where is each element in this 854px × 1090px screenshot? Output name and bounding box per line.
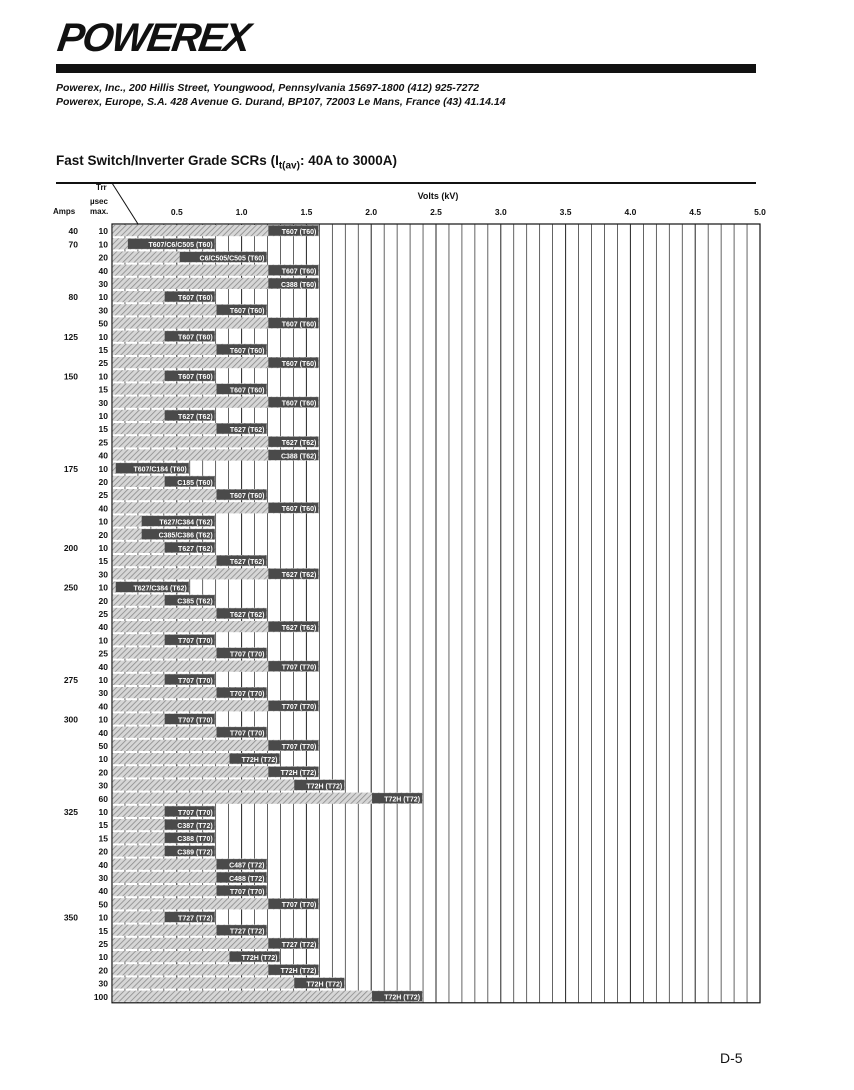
trr-value: 40 xyxy=(98,450,108,461)
x-tick-label: 0.5 xyxy=(170,207,183,217)
bar-label: C487 (T72) xyxy=(229,862,265,870)
bar-label: T727 (T72) xyxy=(229,928,265,936)
trr-value: 30 xyxy=(98,873,108,883)
bar-label: T607 (T60) xyxy=(229,387,265,395)
trr-value: 20 xyxy=(98,846,108,857)
bar-label: C488 (T72) xyxy=(229,875,265,883)
trr-value: 25 xyxy=(98,939,108,949)
bar-label: T72H (T72) xyxy=(241,757,278,764)
trr-column-label: Trr xyxy=(96,183,107,192)
trr-value: 10 xyxy=(98,912,108,923)
trr-value: 10 xyxy=(98,635,108,646)
trr-value: 30 xyxy=(98,569,108,580)
bar-label: T72H (T72) xyxy=(384,796,421,804)
amps-value: 350 xyxy=(63,912,78,923)
trr-value: 20 xyxy=(98,767,108,778)
trr-value: 50 xyxy=(98,318,108,329)
trr-value: 10 xyxy=(98,371,108,382)
page-number: D-5 xyxy=(720,1050,743,1066)
amps-value: 300 xyxy=(63,714,78,725)
bar-label: T627 (T62) xyxy=(281,440,317,448)
trr-value: 40 xyxy=(98,503,108,514)
trr-value: 10 xyxy=(98,754,108,765)
trr-value: 30 xyxy=(98,978,108,989)
bar-label: C6/C505/C505 (T60) xyxy=(199,255,265,263)
bar-label: T627/C384 (T62) xyxy=(159,519,213,527)
bar-label: T607/C6/C505 (T60) xyxy=(148,242,213,250)
title-subscript: t(av) xyxy=(278,160,300,172)
title-prefix: Fast Switch/Inverter Grade SCRs (I xyxy=(56,153,279,168)
bar-label: C388 (T70) xyxy=(177,836,213,844)
bar-label: T607 (T60) xyxy=(229,347,265,355)
trr-value: 10 xyxy=(98,516,108,527)
amps-value: 80 xyxy=(68,292,78,303)
trr-value: 30 xyxy=(98,397,108,408)
bar-label: C385 (T62) xyxy=(177,598,213,606)
bar-label: T707 (T70) xyxy=(178,638,213,646)
x-tick-label: 3.5 xyxy=(559,207,572,217)
bar-label: T72H (T72) xyxy=(241,955,278,962)
bar-label: T607/C184 (T60) xyxy=(133,466,187,474)
bar-label: C389 (T72) xyxy=(177,849,213,857)
bar-label: T707 (T70) xyxy=(281,902,317,910)
trr-value: 10 xyxy=(98,675,108,685)
bar-label: C185 (T60) xyxy=(177,479,213,487)
bar-label: T707 (T70) xyxy=(229,730,265,738)
amps-value: 175 xyxy=(63,463,78,474)
bar-label: C388 (T60) xyxy=(280,281,317,289)
x-tick-label: 1.5 xyxy=(300,207,313,217)
x-axis-title: Volts (kV) xyxy=(417,191,459,201)
bar-label: T607 (T60) xyxy=(281,506,317,514)
address-europe: Powerex, Europe, S.A. 428 Avenue G. Durand, BP107, 72003 Le Mans, France (43) 41.14.14 xyxy=(56,96,506,108)
amps-value: 40 xyxy=(68,226,78,237)
trr-value: 10 xyxy=(98,543,108,553)
trr-value: 10 xyxy=(98,239,108,250)
trr-value: 40 xyxy=(98,622,108,633)
bar-label: T727 (T72) xyxy=(281,941,317,949)
trr-max-label: max. xyxy=(90,207,109,216)
x-tick-label: 4.0 xyxy=(624,207,637,217)
bar-label: T72H (T72) xyxy=(280,968,317,976)
trr-value: 40 xyxy=(98,859,108,870)
bar-label: T707 (T70) xyxy=(178,677,213,685)
trr-value: 20 xyxy=(98,595,108,606)
trr-value: 40 xyxy=(98,727,108,738)
bar-label: T607 (T60) xyxy=(281,268,317,276)
trr-value: 30 xyxy=(98,780,108,791)
amps-value: 275 xyxy=(63,675,78,685)
bar-label: T627/C384 (T62) xyxy=(133,585,187,593)
bar-label: T627 (T62) xyxy=(229,427,265,434)
trr-value: 10 xyxy=(98,714,108,725)
bar-label: T72H (T72) xyxy=(384,994,421,1002)
bar-label: T627 (T62) xyxy=(229,611,265,619)
bar-label: T707 (T70) xyxy=(178,809,213,817)
bar-label: T627 (T62) xyxy=(178,545,213,553)
x-tick-label: 3.0 xyxy=(494,207,507,217)
x-tick-label: 1.0 xyxy=(235,207,248,217)
bar-label: T607 (T60) xyxy=(281,229,317,236)
trr-value: 15 xyxy=(98,820,108,831)
bar-label: T607 (T60) xyxy=(281,321,317,329)
x-tick-label: 2.0 xyxy=(365,207,378,217)
amps-value: 70 xyxy=(68,239,78,250)
trr-value: 10 xyxy=(98,292,108,303)
amps-value: 325 xyxy=(63,807,78,817)
trr-value: 30 xyxy=(98,279,108,289)
trr-unit-label: µsec xyxy=(90,197,108,206)
trr-value: 25 xyxy=(98,437,108,448)
bar-label: T607 (T60) xyxy=(178,374,213,382)
bar-label: T627 (T62) xyxy=(281,625,317,632)
bar-label: T707 (T70) xyxy=(229,651,265,659)
bar-label: C387 (T72) xyxy=(177,823,213,830)
bar-label: C385/C386 (T62) xyxy=(158,532,213,540)
trr-value: 25 xyxy=(98,609,108,619)
trr-value: 25 xyxy=(98,490,108,501)
trr-value: 10 xyxy=(98,463,108,474)
bar-label: T72H (T72) xyxy=(306,981,343,989)
bar-label: T627 (T62) xyxy=(281,572,317,580)
trr-value: 60 xyxy=(98,793,108,804)
trr-value: 30 xyxy=(98,305,108,316)
bar-label: T72H (T72) xyxy=(306,783,343,791)
bar-label: T707 (T70) xyxy=(281,704,317,712)
bar-label: T607 (T60) xyxy=(229,493,265,500)
trr-value: 30 xyxy=(98,688,108,699)
trr-value: 40 xyxy=(98,265,108,276)
trr-value: 20 xyxy=(98,529,108,540)
trr-value: 40 xyxy=(98,701,108,712)
powerex-logo: POWEREX xyxy=(54,16,252,60)
bar-label: T707 (T70) xyxy=(229,889,265,896)
amps-value: 250 xyxy=(63,582,78,593)
bar-label: T607 (T60) xyxy=(281,400,317,408)
trr-value: 10 xyxy=(98,226,108,237)
trr-value: 15 xyxy=(98,345,108,355)
bar-label: T727 (T72) xyxy=(178,915,213,923)
trr-value: 25 xyxy=(98,358,108,369)
trr-value: 15 xyxy=(98,925,108,936)
trr-value: 15 xyxy=(98,556,108,567)
bar-label: T72H (T72) xyxy=(280,770,317,778)
trr-value: 50 xyxy=(98,899,108,910)
amps-value: 125 xyxy=(63,331,78,342)
bar-label: T627 (T62) xyxy=(178,413,213,421)
trr-value: 10 xyxy=(98,807,108,817)
trr-value: 10 xyxy=(98,582,108,593)
trr-value: 20 xyxy=(98,252,108,263)
header-diagonal xyxy=(112,183,138,224)
trr-value: 15 xyxy=(98,384,108,395)
bar-label: T607 (T60) xyxy=(281,361,317,368)
address-us: Powerex, Inc., 200 Hillis Street, Youngwood, Pennsylvania 15697-1800 (412) 925-7272 xyxy=(56,82,480,94)
trr-value: 20 xyxy=(98,965,108,976)
trr-value: 20 xyxy=(98,477,108,487)
bar-label: C388 (T62) xyxy=(280,453,317,461)
trr-value: 50 xyxy=(98,741,108,751)
x-tick-label: 2.5 xyxy=(430,207,442,217)
bar-label: T707 (T70) xyxy=(281,743,317,751)
trr-value: 10 xyxy=(98,331,108,342)
bar-label: T707 (T70) xyxy=(281,664,317,672)
amps-value: 150 xyxy=(63,371,78,382)
bar-label: T707 (T70) xyxy=(229,691,265,698)
trr-value: 25 xyxy=(98,648,108,659)
title-suffix: : 40A to 3000A) xyxy=(299,153,397,168)
bar-label: T607 (T60) xyxy=(178,334,213,342)
trr-value: 15 xyxy=(98,833,108,844)
x-tick-label: 5.0 xyxy=(754,207,766,217)
x-tick-label: 4.5 xyxy=(689,207,702,217)
trr-value: 10 xyxy=(98,952,108,963)
trr-value: 15 xyxy=(98,424,108,435)
bar-label: T607 (T60) xyxy=(229,308,265,316)
trr-value: 10 xyxy=(98,411,108,421)
trr-value: 40 xyxy=(98,661,108,672)
bar-label: T607 (T60) xyxy=(178,295,213,302)
bar-label: T707 (T70) xyxy=(178,717,213,725)
amps-column-label: Amps xyxy=(53,207,76,216)
trr-value: 40 xyxy=(98,886,108,897)
bar-label: T627 (T62) xyxy=(229,559,265,566)
amps-value: 200 xyxy=(63,543,78,553)
trr-value: 100 xyxy=(93,991,108,1002)
